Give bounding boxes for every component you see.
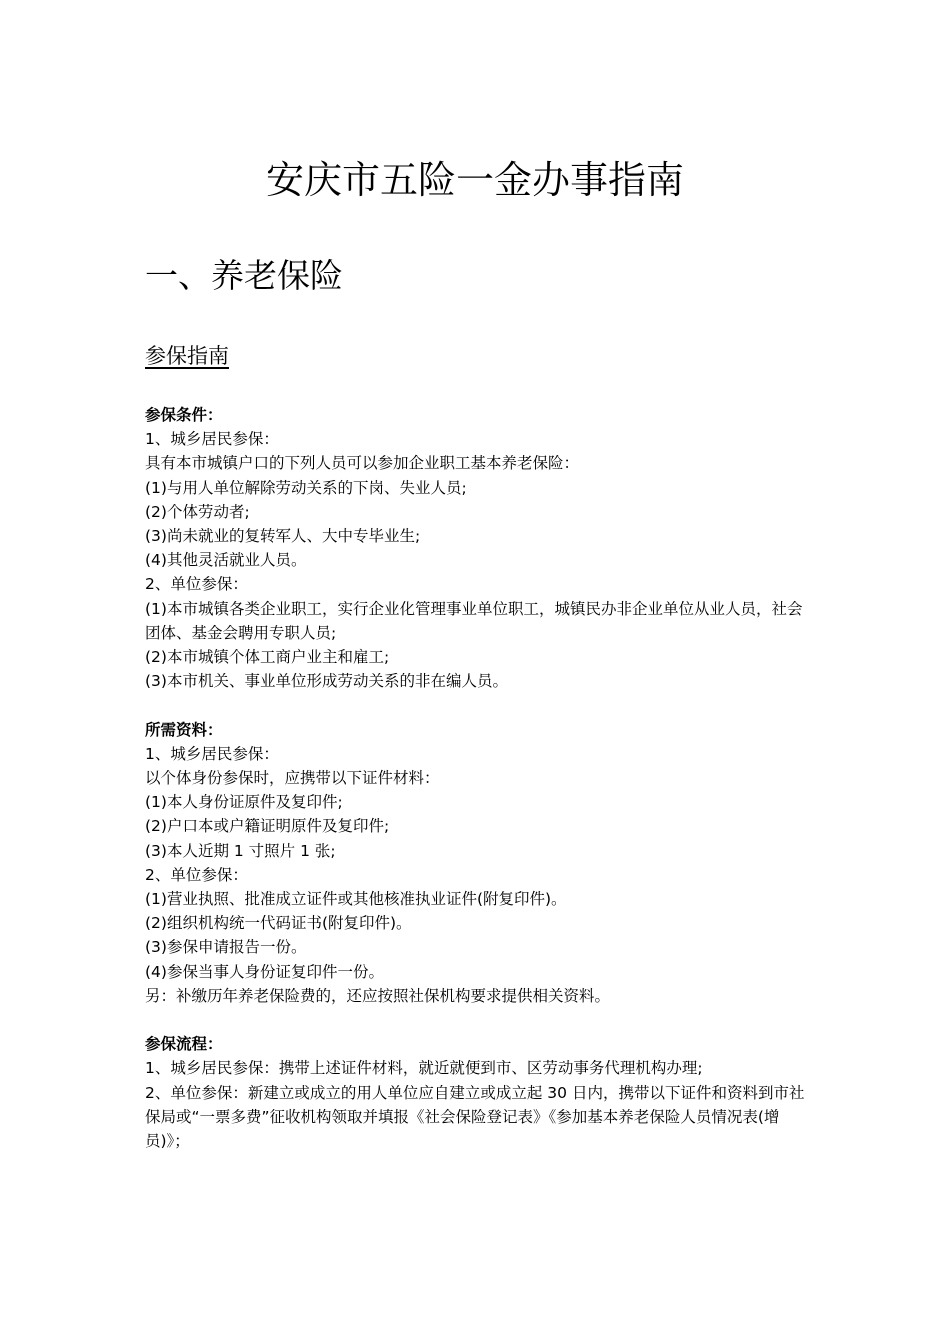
paragraph: (3)参保申请报告一份。 [145, 938, 307, 957]
paragraph: 1、城乡居民参保： [145, 430, 279, 449]
paragraph: 1、城乡居民参保：携带上述证件材料，就近就便到市、区劳动事务代理机构办理; [145, 1059, 703, 1078]
spacer [145, 693, 810, 717]
subsection-heading: 参保指南 [145, 344, 229, 368]
document-title: 安庆市五险一金办事指南 [265, 158, 684, 202]
paragraph: (3)本人近期 1 寸照片 1 张; [145, 841, 336, 860]
paragraph: 2、单位参保： [145, 575, 248, 594]
paragraph: 以个体身份参保时，应携带以下证件材料： [145, 769, 440, 788]
paragraph: (3)本市机关、事业单位形成劳动关系的非在编人员。 [145, 672, 508, 691]
paragraph: 1、城乡居民参保： [145, 744, 279, 763]
paragraph: (2)本市城镇个体工商户业主和雇工; [145, 648, 390, 667]
document-body [145, 403, 810, 1153]
paragraph: (3)尚未就业的复转军人、大中专毕业生; [145, 527, 421, 546]
paragraph: (4)参保当事人身份证复印件一份。 [145, 962, 384, 981]
paragraph: (2)户口本或户籍证明原件及复印件; [145, 817, 390, 836]
paragraph: (2)个体劳动者; [145, 502, 250, 521]
process-label: 参保流程： [145, 1035, 223, 1054]
paragraph: 2、单位参保： [145, 865, 248, 884]
section-heading: 一、养老保险 [145, 256, 343, 295]
paragraph: 具有本市城镇户口的下列人员可以参加企业职工基本养老保险： [145, 454, 580, 473]
paragraph: (4)其他灵活就业人员。 [145, 551, 307, 570]
paragraph: (1)本市城镇各类企业职工，实行企业化管理事业单位职工，城镇民办非企业单位从业人员，社会团体、基金会聘用专职人员; [145, 599, 803, 642]
paragraph: 2、单位参保：新建立或成立的用人单位应自建立或成立起 30 日内，携带以下证件和资料到市社保局或“一票多费”征收机构领取并填报《社会保险登记表》《参加基本养老保险人员情况表(增员)》； [145, 1083, 805, 1151]
paragraph: 另：补缴历年养老保险费的，还应按照社保机构要求提供相关资料。 [145, 986, 611, 1005]
materials-label: 所需资料： [145, 720, 223, 739]
conditions-label: 参保条件： [145, 406, 223, 424]
paragraph: (1)本人身份证原件及复印件; [145, 793, 343, 812]
paragraph: (2)组织机构统一代码证书(附复印件)。 [145, 914, 412, 933]
paragraph: (1)营业执照、批准成立证件或其他核准执业证件(附复印件)。 [145, 890, 567, 909]
paragraph: (1)与用人单位解除劳动关系的下岗、失业人员; [145, 478, 467, 497]
spacer [145, 1008, 810, 1032]
